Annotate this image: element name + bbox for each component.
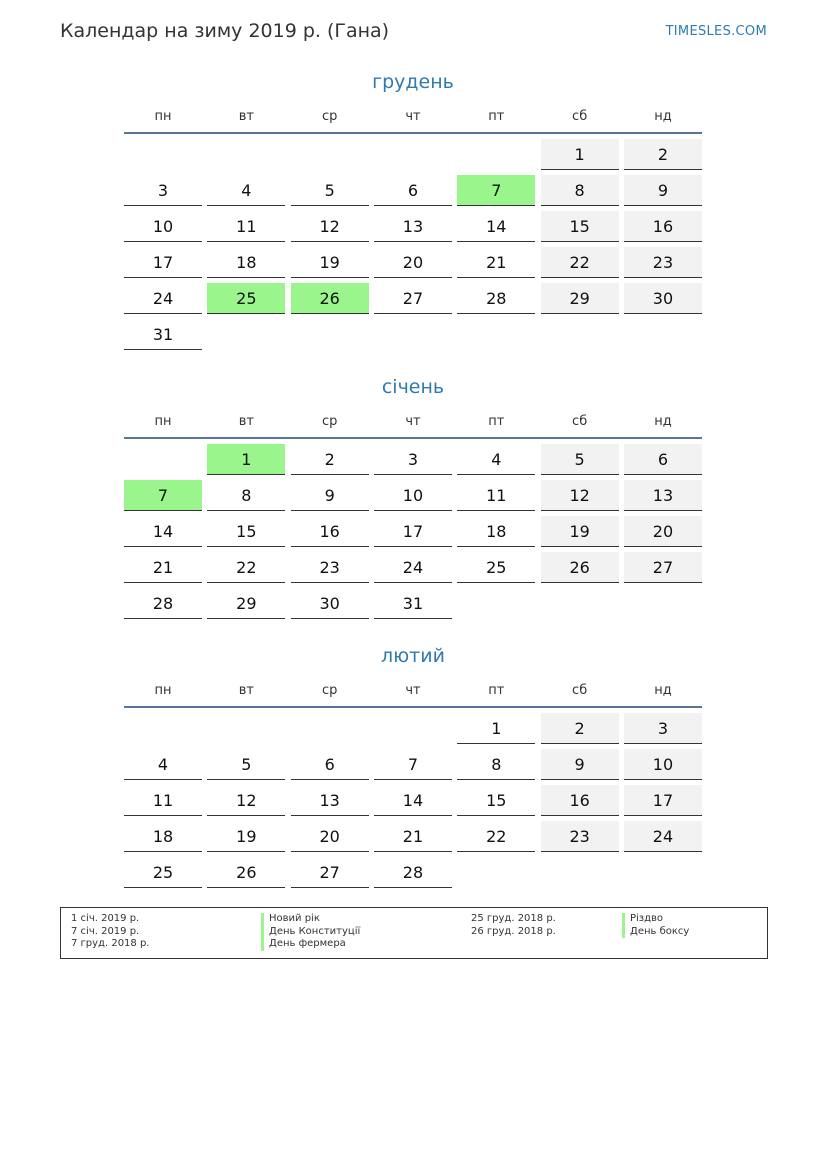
day-cell: 8 bbox=[541, 175, 619, 206]
day-cell: 31 bbox=[374, 588, 452, 619]
day-cell: 3 bbox=[374, 444, 452, 475]
day-cell: 30 bbox=[624, 283, 702, 314]
day-cell: 26 bbox=[291, 283, 369, 314]
day-cell: 21 bbox=[374, 821, 452, 852]
day-cell: 1 bbox=[457, 713, 535, 744]
weekday-thu: чт bbox=[405, 683, 421, 698]
weekday-mon: пн bbox=[154, 683, 172, 698]
empty-cell bbox=[124, 139, 202, 170]
day-cell: 9 bbox=[541, 749, 619, 780]
day-cell: 27 bbox=[624, 552, 702, 583]
day-cell: 20 bbox=[374, 247, 452, 278]
weekday-header bbox=[124, 107, 702, 134]
day-cell: 7 bbox=[457, 175, 535, 206]
weekday-header bbox=[124, 412, 702, 439]
day-cell: 25 bbox=[207, 283, 285, 314]
month-title: лютий bbox=[381, 645, 445, 667]
legend-holiday-name: День Конституції bbox=[261, 926, 360, 939]
empty-cell bbox=[124, 713, 202, 744]
legend-holiday-name: День боксу bbox=[622, 926, 689, 939]
day-cell: 5 bbox=[291, 175, 369, 206]
weekday-wed: ср bbox=[321, 109, 338, 124]
day-cell: 11 bbox=[457, 480, 535, 511]
day-cell: 6 bbox=[374, 175, 452, 206]
day-cell: 22 bbox=[457, 821, 535, 852]
weekday-thu: чт bbox=[405, 414, 421, 429]
day-cell: 30 bbox=[291, 588, 369, 619]
day-cell: 8 bbox=[207, 480, 285, 511]
day-cell: 23 bbox=[624, 247, 702, 278]
day-cell: 11 bbox=[124, 785, 202, 816]
day-cell: 16 bbox=[624, 211, 702, 242]
day-cell: 31 bbox=[124, 319, 202, 350]
day-cell: 2 bbox=[624, 139, 702, 170]
day-cell: 4 bbox=[457, 444, 535, 475]
day-cell: 14 bbox=[124, 516, 202, 547]
day-cell: 22 bbox=[541, 247, 619, 278]
day-cell: 13 bbox=[374, 211, 452, 242]
day-cell: 21 bbox=[457, 247, 535, 278]
weekday-sat: сб bbox=[572, 414, 588, 429]
day-cell: 20 bbox=[624, 516, 702, 547]
day-cell: 9 bbox=[291, 480, 369, 511]
day-cell: 28 bbox=[124, 588, 202, 619]
day-cell: 24 bbox=[124, 283, 202, 314]
legend-date: 26 груд. 2018 р. bbox=[471, 925, 556, 937]
day-grid bbox=[124, 713, 702, 888]
page-title: Календар на зиму 2019 р. (Гана) bbox=[60, 20, 390, 42]
day-cell: 16 bbox=[541, 785, 619, 816]
day-cell: 19 bbox=[541, 516, 619, 547]
weekday-mon: пн bbox=[154, 414, 172, 429]
day-cell: 13 bbox=[291, 785, 369, 816]
month-december bbox=[124, 70, 702, 350]
day-cell: 3 bbox=[624, 713, 702, 744]
weekday-fri: пт bbox=[488, 683, 505, 698]
day-cell: 28 bbox=[374, 857, 452, 888]
weekday-header bbox=[124, 681, 702, 708]
empty-cell bbox=[207, 139, 285, 170]
day-cell: 21 bbox=[124, 552, 202, 583]
day-cell: 24 bbox=[374, 552, 452, 583]
weekday-mon: пн bbox=[154, 109, 172, 124]
weekday-thu: чт bbox=[405, 109, 421, 124]
day-cell: 26 bbox=[541, 552, 619, 583]
day-cell: 29 bbox=[207, 588, 285, 619]
day-grid bbox=[124, 139, 702, 350]
legend-holiday-name: День фермера bbox=[261, 938, 346, 951]
day-cell: 3 bbox=[124, 175, 202, 206]
empty-cell bbox=[207, 713, 285, 744]
day-cell: 19 bbox=[207, 821, 285, 852]
weekday-sat: сб bbox=[572, 683, 588, 698]
day-cell: 7 bbox=[124, 480, 202, 511]
day-cell: 4 bbox=[124, 749, 202, 780]
empty-cell bbox=[291, 139, 369, 170]
month-title: грудень bbox=[372, 71, 454, 93]
day-cell: 13 bbox=[624, 480, 702, 511]
day-cell: 16 bbox=[291, 516, 369, 547]
day-cell: 5 bbox=[207, 749, 285, 780]
day-cell: 29 bbox=[541, 283, 619, 314]
day-cell: 18 bbox=[207, 247, 285, 278]
weekday-wed: ср bbox=[321, 414, 338, 429]
day-cell: 17 bbox=[624, 785, 702, 816]
day-cell: 14 bbox=[374, 785, 452, 816]
day-cell: 15 bbox=[457, 785, 535, 816]
day-cell: 2 bbox=[291, 444, 369, 475]
day-grid bbox=[124, 444, 702, 619]
holiday-legend bbox=[60, 907, 768, 959]
day-cell: 19 bbox=[291, 247, 369, 278]
legend-date: 1 січ. 2019 р. bbox=[71, 913, 140, 924]
legend-date: 7 січ. 2019 р. bbox=[71, 925, 140, 937]
empty-cell bbox=[374, 139, 452, 170]
legend-holiday-name: Різдво bbox=[622, 913, 663, 926]
day-cell: 1 bbox=[207, 444, 285, 475]
legend-date: 7 груд. 2018 р. bbox=[71, 938, 150, 949]
brand-link[interactable]: TIMESLES.COM bbox=[665, 24, 767, 39]
day-cell: 10 bbox=[624, 749, 702, 780]
month-february bbox=[124, 644, 702, 888]
weekday-sun: нд bbox=[654, 109, 672, 124]
weekday-fri: пт bbox=[488, 414, 505, 429]
day-cell: 18 bbox=[457, 516, 535, 547]
weekday-sat: сб bbox=[572, 109, 588, 124]
empty-cell bbox=[374, 713, 452, 744]
day-cell: 27 bbox=[374, 283, 452, 314]
day-cell: 24 bbox=[624, 821, 702, 852]
day-cell: 15 bbox=[541, 211, 619, 242]
month-january bbox=[124, 375, 702, 619]
weekday-tue: вт bbox=[238, 414, 254, 429]
day-cell: 25 bbox=[457, 552, 535, 583]
day-cell: 9 bbox=[624, 175, 702, 206]
day-cell: 18 bbox=[124, 821, 202, 852]
day-cell: 17 bbox=[124, 247, 202, 278]
day-cell: 10 bbox=[374, 480, 452, 511]
empty-cell bbox=[291, 713, 369, 744]
empty-cell bbox=[124, 444, 202, 475]
day-cell: 25 bbox=[124, 857, 202, 888]
day-cell: 22 bbox=[207, 552, 285, 583]
day-cell: 12 bbox=[541, 480, 619, 511]
weekday-wed: ср bbox=[321, 683, 338, 698]
legend-date: 25 груд. 2018 р. bbox=[471, 913, 556, 924]
day-cell: 5 bbox=[541, 444, 619, 475]
day-cell: 27 bbox=[291, 857, 369, 888]
weekday-tue: вт bbox=[238, 109, 254, 124]
day-cell: 20 bbox=[291, 821, 369, 852]
weekday-sun: нд bbox=[654, 683, 672, 698]
day-cell: 11 bbox=[207, 211, 285, 242]
day-cell: 14 bbox=[457, 211, 535, 242]
day-cell: 2 bbox=[541, 713, 619, 744]
month-title: січень bbox=[381, 376, 445, 398]
weekday-sun: нд bbox=[654, 414, 672, 429]
day-cell: 10 bbox=[124, 211, 202, 242]
legend-holiday-name: Новий рік bbox=[261, 913, 320, 926]
weekday-tue: вт bbox=[238, 683, 254, 698]
day-cell: 6 bbox=[624, 444, 702, 475]
day-cell: 17 bbox=[374, 516, 452, 547]
day-cell: 28 bbox=[457, 283, 535, 314]
day-cell: 26 bbox=[207, 857, 285, 888]
day-cell: 23 bbox=[291, 552, 369, 583]
day-cell: 7 bbox=[374, 749, 452, 780]
day-cell: 8 bbox=[457, 749, 535, 780]
day-cell: 4 bbox=[207, 175, 285, 206]
day-cell: 1 bbox=[541, 139, 619, 170]
weekday-fri: пт bbox=[488, 109, 505, 124]
day-cell: 23 bbox=[541, 821, 619, 852]
day-cell: 12 bbox=[207, 785, 285, 816]
day-cell: 12 bbox=[291, 211, 369, 242]
day-cell: 6 bbox=[291, 749, 369, 780]
empty-cell bbox=[457, 139, 535, 170]
day-cell: 15 bbox=[207, 516, 285, 547]
